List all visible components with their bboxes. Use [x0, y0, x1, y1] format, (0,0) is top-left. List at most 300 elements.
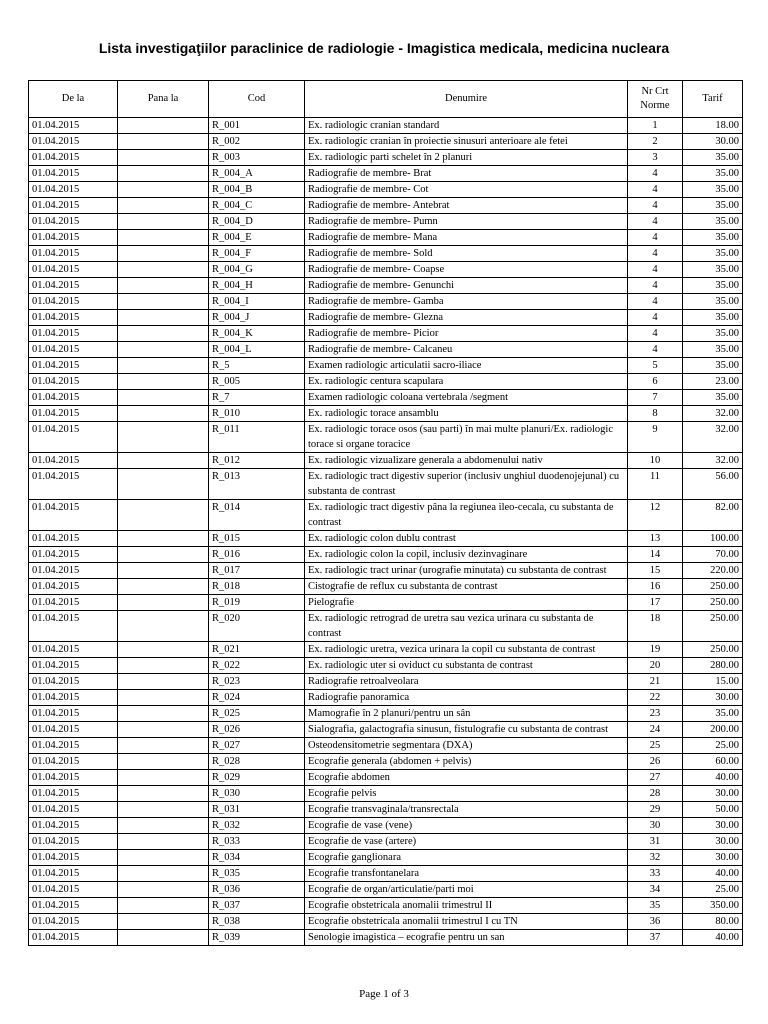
cell-cod: R_7	[209, 390, 305, 406]
cell-de-la: 01.04.2015	[29, 310, 118, 326]
cell-tarif: 30.00	[683, 690, 743, 706]
cell-tarif: 56.00	[683, 469, 743, 500]
cell-denumire: Radiografie de membre- Sold	[305, 246, 628, 262]
cell-nr-crt: 4	[628, 310, 683, 326]
cell-pana-la	[118, 658, 209, 674]
cell-de-la: 01.04.2015	[29, 738, 118, 754]
cell-de-la: 01.04.2015	[29, 882, 118, 898]
cell-tarif: 50.00	[683, 802, 743, 818]
cell-denumire: Ex. radiologic cranian în proiectie sinusuri anterioare ale fetei	[305, 134, 628, 150]
cell-denumire: Radiografie de membre- Gamba	[305, 294, 628, 310]
table-row	[29, 406, 743, 422]
cell-tarif: 200.00	[683, 722, 743, 738]
cell-pana-la	[118, 294, 209, 310]
cell-tarif: 60.00	[683, 754, 743, 770]
cell-cod: R_004_D	[209, 214, 305, 230]
cell-cod: R_021	[209, 642, 305, 658]
cell-de-la: 01.04.2015	[29, 326, 118, 342]
cell-de-la: 01.04.2015	[29, 818, 118, 834]
cell-cod: R_017	[209, 563, 305, 579]
cell-pana-la	[118, 914, 209, 930]
cell-tarif: 70.00	[683, 547, 743, 563]
cell-denumire: Ex. radiologic colon la copil, inclusiv dezinvaginare	[305, 547, 628, 563]
cell-denumire: Radiografie de membre- Brat	[305, 166, 628, 182]
cell-de-la: 01.04.2015	[29, 770, 118, 786]
cell-nr-crt: 4	[628, 246, 683, 262]
table-row	[29, 579, 743, 595]
cell-de-la: 01.04.2015	[29, 342, 118, 358]
cell-de-la: 01.04.2015	[29, 500, 118, 531]
cell-denumire: Ex. radiologic tract digestiv superior (inclusiv unghiul duodenojejunal) cu substanta de contrast	[305, 469, 628, 500]
cell-de-la: 01.04.2015	[29, 866, 118, 882]
cell-de-la: 01.04.2015	[29, 690, 118, 706]
cell-cod: R_025	[209, 706, 305, 722]
cell-de-la: 01.04.2015	[29, 294, 118, 310]
cell-cod: R_029	[209, 770, 305, 786]
cell-pana-la	[118, 738, 209, 754]
cell-pana-la	[118, 166, 209, 182]
cell-cod: R_014	[209, 500, 305, 531]
cell-de-la: 01.04.2015	[29, 134, 118, 150]
cell-denumire: Ecografie obstetricala anomalii trimestrul II	[305, 898, 628, 914]
cell-tarif: 350.00	[683, 898, 743, 914]
table-row	[29, 834, 743, 850]
cell-pana-la	[118, 469, 209, 500]
cell-de-la: 01.04.2015	[29, 563, 118, 579]
cell-tarif: 35.00	[683, 214, 743, 230]
table-row	[29, 214, 743, 230]
tariff-table	[28, 80, 743, 946]
cell-cod: R_013	[209, 469, 305, 500]
document-title: Lista investigaţiilor paraclinice de radiologie - Imagistica medicala, medicina nucleara	[98, 40, 670, 56]
cell-de-la: 01.04.2015	[29, 358, 118, 374]
cell-cod: R_004_E	[209, 230, 305, 246]
cell-denumire: Ecografie pelvis	[305, 786, 628, 802]
cell-tarif: 35.00	[683, 278, 743, 294]
cell-denumire: Ecografie obstetricala anomalii trimestrul I cu TN	[305, 914, 628, 930]
cell-pana-la	[118, 579, 209, 595]
cell-de-la: 01.04.2015	[29, 422, 118, 453]
cell-de-la: 01.04.2015	[29, 246, 118, 262]
cell-tarif: 80.00	[683, 914, 743, 930]
cell-denumire: Ex. radiologic torace osos (sau parti) în mai multe planuri/Ex. radiologic torace si organe toracice	[305, 422, 628, 453]
cell-tarif: 35.00	[683, 390, 743, 406]
cell-pana-la	[118, 866, 209, 882]
cell-denumire: Ex. radiologic torace ansamblu	[305, 406, 628, 422]
cell-cod: R_005	[209, 374, 305, 390]
cell-nr-crt: 4	[628, 198, 683, 214]
cell-pana-la	[118, 500, 209, 531]
table-row	[29, 182, 743, 198]
header-row	[29, 81, 743, 118]
table-row	[29, 342, 743, 358]
cell-denumire: Ex. radiologic tract digestiv pâna la regiunea ileo-cecala, cu substanta de contrast	[305, 500, 628, 531]
cell-denumire: Ex. radiologic centura scapulara	[305, 374, 628, 390]
cell-pana-la	[118, 674, 209, 690]
table-body	[29, 118, 743, 946]
cell-tarif: 25.00	[683, 738, 743, 754]
cell-pana-la	[118, 390, 209, 406]
cell-pana-la	[118, 818, 209, 834]
cell-tarif: 40.00	[683, 770, 743, 786]
cell-pana-la	[118, 406, 209, 422]
cell-denumire: Radiografie de membre- Pumn	[305, 214, 628, 230]
cell-de-la: 01.04.2015	[29, 898, 118, 914]
table-row	[29, 898, 743, 914]
cell-tarif: 30.00	[683, 834, 743, 850]
cell-de-la: 01.04.2015	[29, 547, 118, 563]
cell-denumire: Pielografie	[305, 595, 628, 611]
cell-cod: R_011	[209, 422, 305, 453]
cell-nr-crt: 31	[628, 834, 683, 850]
cell-pana-la	[118, 547, 209, 563]
cell-denumire: Ecografie de vase (vene)	[305, 818, 628, 834]
cell-denumire: Ecografie ganglionara	[305, 850, 628, 866]
cell-cod: R_012	[209, 453, 305, 469]
cell-tarif: 30.00	[683, 134, 743, 150]
table-row	[29, 611, 743, 642]
cell-pana-la	[118, 690, 209, 706]
table-row	[29, 134, 743, 150]
cell-cod: R_032	[209, 818, 305, 834]
table-row	[29, 642, 743, 658]
cell-pana-la	[118, 150, 209, 166]
table-row	[29, 658, 743, 674]
cell-de-la: 01.04.2015	[29, 579, 118, 595]
table-row	[29, 246, 743, 262]
cell-nr-crt: 30	[628, 818, 683, 834]
header-nr-crt-line2: Norme	[640, 100, 670, 111]
cell-denumire: Sialografia, galactografia sinusun, fistulografie cu substanta de contrast	[305, 722, 628, 738]
cell-nr-crt: 25	[628, 738, 683, 754]
cell-tarif: 35.00	[683, 262, 743, 278]
cell-pana-la	[118, 342, 209, 358]
cell-denumire: Ecografie abdomen	[305, 770, 628, 786]
cell-pana-la	[118, 214, 209, 230]
cell-nr-crt: 21	[628, 674, 683, 690]
cell-pana-la	[118, 531, 209, 547]
cell-nr-crt: 8	[628, 406, 683, 422]
cell-denumire: Ex. radiologic uretra, vezica urinara la copil cu substanta de contrast	[305, 642, 628, 658]
cell-pana-la	[118, 310, 209, 326]
cell-cod: R_010	[209, 406, 305, 422]
header-pana-la: Pana la	[118, 81, 209, 118]
cell-cod: R_004_H	[209, 278, 305, 294]
cell-cod: R_004_K	[209, 326, 305, 342]
cell-de-la: 01.04.2015	[29, 786, 118, 802]
cell-cod: R_039	[209, 930, 305, 946]
cell-tarif: 30.00	[683, 786, 743, 802]
cell-nr-crt: 24	[628, 722, 683, 738]
cell-de-la: 01.04.2015	[29, 914, 118, 930]
cell-tarif: 250.00	[683, 642, 743, 658]
cell-de-la: 01.04.2015	[29, 198, 118, 214]
cell-de-la: 01.04.2015	[29, 531, 118, 547]
cell-nr-crt: 28	[628, 786, 683, 802]
cell-nr-crt: 32	[628, 850, 683, 866]
cell-nr-crt: 23	[628, 706, 683, 722]
table-row	[29, 547, 743, 563]
cell-nr-crt: 22	[628, 690, 683, 706]
cell-cod: R_004_B	[209, 182, 305, 198]
cell-de-la: 01.04.2015	[29, 390, 118, 406]
cell-de-la: 01.04.2015	[29, 166, 118, 182]
cell-denumire: Radiografie de membre- Coapse	[305, 262, 628, 278]
cell-pana-la	[118, 182, 209, 198]
table-row	[29, 358, 743, 374]
cell-tarif: 280.00	[683, 658, 743, 674]
cell-pana-la	[118, 422, 209, 453]
cell-denumire: Cistografie de reflux cu substanta de contrast	[305, 579, 628, 595]
cell-tarif: 35.00	[683, 182, 743, 198]
cell-pana-la	[118, 786, 209, 802]
cell-pana-la	[118, 326, 209, 342]
cell-pana-la	[118, 246, 209, 262]
cell-de-la: 01.04.2015	[29, 658, 118, 674]
cell-tarif: 100.00	[683, 531, 743, 547]
cell-pana-la	[118, 754, 209, 770]
cell-cod: R_016	[209, 547, 305, 563]
cell-pana-la	[118, 453, 209, 469]
cell-denumire: Examen radiologic articulatii sacro-iliace	[305, 358, 628, 374]
cell-de-la: 01.04.2015	[29, 453, 118, 469]
cell-cod: R_034	[209, 850, 305, 866]
cell-cod: R_023	[209, 674, 305, 690]
cell-denumire: Ecografie de organ/articulatie/parti moi	[305, 882, 628, 898]
table-row	[29, 706, 743, 722]
cell-nr-crt: 3	[628, 150, 683, 166]
cell-denumire: Radiografie de membre- Picior	[305, 326, 628, 342]
cell-tarif: 32.00	[683, 422, 743, 453]
cell-nr-crt: 10	[628, 453, 683, 469]
cell-nr-crt: 1	[628, 118, 683, 134]
cell-de-la: 01.04.2015	[29, 278, 118, 294]
cell-de-la: 01.04.2015	[29, 850, 118, 866]
cell-tarif: 35.00	[683, 706, 743, 722]
cell-de-la: 01.04.2015	[29, 374, 118, 390]
cell-tarif: 18.00	[683, 118, 743, 134]
cell-tarif: 250.00	[683, 595, 743, 611]
table-row	[29, 690, 743, 706]
cell-cod: R_030	[209, 786, 305, 802]
cell-tarif: 32.00	[683, 406, 743, 422]
table-row	[29, 326, 743, 342]
cell-pana-la	[118, 134, 209, 150]
cell-denumire: Ecografie generala (abdomen + pelvis)	[305, 754, 628, 770]
table-row	[29, 150, 743, 166]
cell-cod: R_015	[209, 531, 305, 547]
cell-tarif: 35.00	[683, 294, 743, 310]
cell-nr-crt: 4	[628, 294, 683, 310]
cell-de-la: 01.04.2015	[29, 230, 118, 246]
cell-nr-crt: 35	[628, 898, 683, 914]
table-row	[29, 866, 743, 882]
cell-tarif: 35.00	[683, 198, 743, 214]
cell-denumire: Radiografie de membre- Antebrat	[305, 198, 628, 214]
cell-cod: R_004_G	[209, 262, 305, 278]
cell-denumire: Ex. radiologic uter si oviduct cu substanta de contrast	[305, 658, 628, 674]
cell-de-la: 01.04.2015	[29, 611, 118, 642]
cell-nr-crt: 36	[628, 914, 683, 930]
table-row	[29, 930, 743, 946]
cell-denumire: Ex. radiologic retrograd de uretra sau vezica urinara cu substanta de contrast	[305, 611, 628, 642]
cell-tarif: 220.00	[683, 563, 743, 579]
cell-de-la: 01.04.2015	[29, 262, 118, 278]
cell-pana-la	[118, 358, 209, 374]
cell-nr-crt: 33	[628, 866, 683, 882]
cell-tarif: 82.00	[683, 500, 743, 531]
table-row	[29, 882, 743, 898]
header-tarif: Tarif	[683, 81, 743, 118]
cell-cod: R_002	[209, 134, 305, 150]
cell-nr-crt: 14	[628, 547, 683, 563]
cell-cod: R_027	[209, 738, 305, 754]
cell-cod: R_037	[209, 898, 305, 914]
cell-nr-crt: 5	[628, 358, 683, 374]
cell-pana-la	[118, 611, 209, 642]
cell-tarif: 35.00	[683, 358, 743, 374]
cell-tarif: 40.00	[683, 866, 743, 882]
cell-nr-crt: 4	[628, 166, 683, 182]
cell-cod: R_004_L	[209, 342, 305, 358]
cell-denumire: Senologie imagistica – ecografie pentru un san	[305, 930, 628, 946]
cell-cod: R_5	[209, 358, 305, 374]
table-row	[29, 198, 743, 214]
cell-denumire: Ecografie transvaginala/transrectala	[305, 802, 628, 818]
cell-tarif: 250.00	[683, 611, 743, 642]
cell-nr-crt: 4	[628, 214, 683, 230]
cell-tarif: 23.00	[683, 374, 743, 390]
cell-nr-crt: 4	[628, 230, 683, 246]
cell-de-la: 01.04.2015	[29, 674, 118, 690]
cell-de-la: 01.04.2015	[29, 642, 118, 658]
cell-tarif: 35.00	[683, 150, 743, 166]
table-row	[29, 310, 743, 326]
cell-tarif: 32.00	[683, 453, 743, 469]
table-row	[29, 595, 743, 611]
cell-nr-crt: 4	[628, 278, 683, 294]
cell-cod: R_019	[209, 595, 305, 611]
cell-cod: R_035	[209, 866, 305, 882]
cell-cod: R_003	[209, 150, 305, 166]
cell-cod: R_004_A	[209, 166, 305, 182]
cell-pana-la	[118, 802, 209, 818]
table-row	[29, 390, 743, 406]
cell-pana-la	[118, 118, 209, 134]
cell-denumire: Radiografie de membre- Calcaneu	[305, 342, 628, 358]
cell-tarif: 35.00	[683, 246, 743, 262]
cell-nr-crt: 6	[628, 374, 683, 390]
cell-cod: R_020	[209, 611, 305, 642]
table-row	[29, 563, 743, 579]
table-row	[29, 294, 743, 310]
cell-denumire: Radiografie de membre- Genunchi	[305, 278, 628, 294]
table-row	[29, 914, 743, 930]
table-row	[29, 262, 743, 278]
cell-pana-la	[118, 770, 209, 786]
cell-cod: R_004_I	[209, 294, 305, 310]
cell-pana-la	[118, 642, 209, 658]
cell-nr-crt: 34	[628, 882, 683, 898]
cell-pana-la	[118, 930, 209, 946]
cell-cod: R_004_F	[209, 246, 305, 262]
cell-denumire: Ecografie de vase (artere)	[305, 834, 628, 850]
table-row	[29, 118, 743, 134]
cell-cod: R_004_J	[209, 310, 305, 326]
cell-nr-crt: 4	[628, 262, 683, 278]
cell-nr-crt: 18	[628, 611, 683, 642]
cell-nr-crt: 16	[628, 579, 683, 595]
cell-cod: R_024	[209, 690, 305, 706]
page-footer: Page 1 of 3	[359, 988, 409, 1000]
cell-pana-la	[118, 563, 209, 579]
cell-de-la: 01.04.2015	[29, 118, 118, 134]
table-row	[29, 374, 743, 390]
cell-nr-crt: 11	[628, 469, 683, 500]
cell-tarif: 40.00	[683, 930, 743, 946]
cell-denumire: Ecografie transfontanelara	[305, 866, 628, 882]
cell-de-la: 01.04.2015	[29, 706, 118, 722]
cell-cod: R_033	[209, 834, 305, 850]
cell-nr-crt: 27	[628, 770, 683, 786]
cell-cod: R_028	[209, 754, 305, 770]
header-nr-crt	[628, 81, 683, 118]
cell-pana-la	[118, 262, 209, 278]
cell-nr-crt: 37	[628, 930, 683, 946]
table-row	[29, 531, 743, 547]
header-denumire: Denumire	[305, 81, 628, 118]
cell-de-la: 01.04.2015	[29, 722, 118, 738]
table-row	[29, 818, 743, 834]
table-row	[29, 850, 743, 866]
cell-de-la: 01.04.2015	[29, 150, 118, 166]
cell-denumire: Radiografie panoramica	[305, 690, 628, 706]
cell-nr-crt: 17	[628, 595, 683, 611]
table-row	[29, 802, 743, 818]
cell-tarif: 35.00	[683, 230, 743, 246]
cell-denumire: Radiografie de membre- Mana	[305, 230, 628, 246]
table-row	[29, 674, 743, 690]
header-de-la: De la	[29, 81, 118, 118]
cell-nr-crt: 26	[628, 754, 683, 770]
table-row	[29, 166, 743, 182]
cell-denumire: Ex. radiologic tract urinar (urografie minutata) cu substanta de contrast	[305, 563, 628, 579]
cell-pana-la	[118, 722, 209, 738]
header-cod: Cod	[209, 81, 305, 118]
cell-tarif: 250.00	[683, 579, 743, 595]
cell-denumire: Ex. radiologic parti schelet în 2 planuri	[305, 150, 628, 166]
table-row	[29, 770, 743, 786]
cell-denumire: Osteodensitometrie segmentara (DXA)	[305, 738, 628, 754]
cell-cod: R_038	[209, 914, 305, 930]
cell-pana-la	[118, 198, 209, 214]
table-row	[29, 500, 743, 531]
table-row	[29, 469, 743, 500]
cell-pana-la	[118, 278, 209, 294]
cell-nr-crt: 9	[628, 422, 683, 453]
cell-pana-la	[118, 706, 209, 722]
cell-nr-crt: 20	[628, 658, 683, 674]
cell-denumire: Ex. radiologic cranian standard	[305, 118, 628, 134]
table-row	[29, 453, 743, 469]
cell-pana-la	[118, 882, 209, 898]
cell-pana-la	[118, 374, 209, 390]
cell-tarif: 35.00	[683, 310, 743, 326]
cell-de-la: 01.04.2015	[29, 930, 118, 946]
cell-de-la: 01.04.2015	[29, 469, 118, 500]
table-row	[29, 278, 743, 294]
cell-de-la: 01.04.2015	[29, 182, 118, 198]
